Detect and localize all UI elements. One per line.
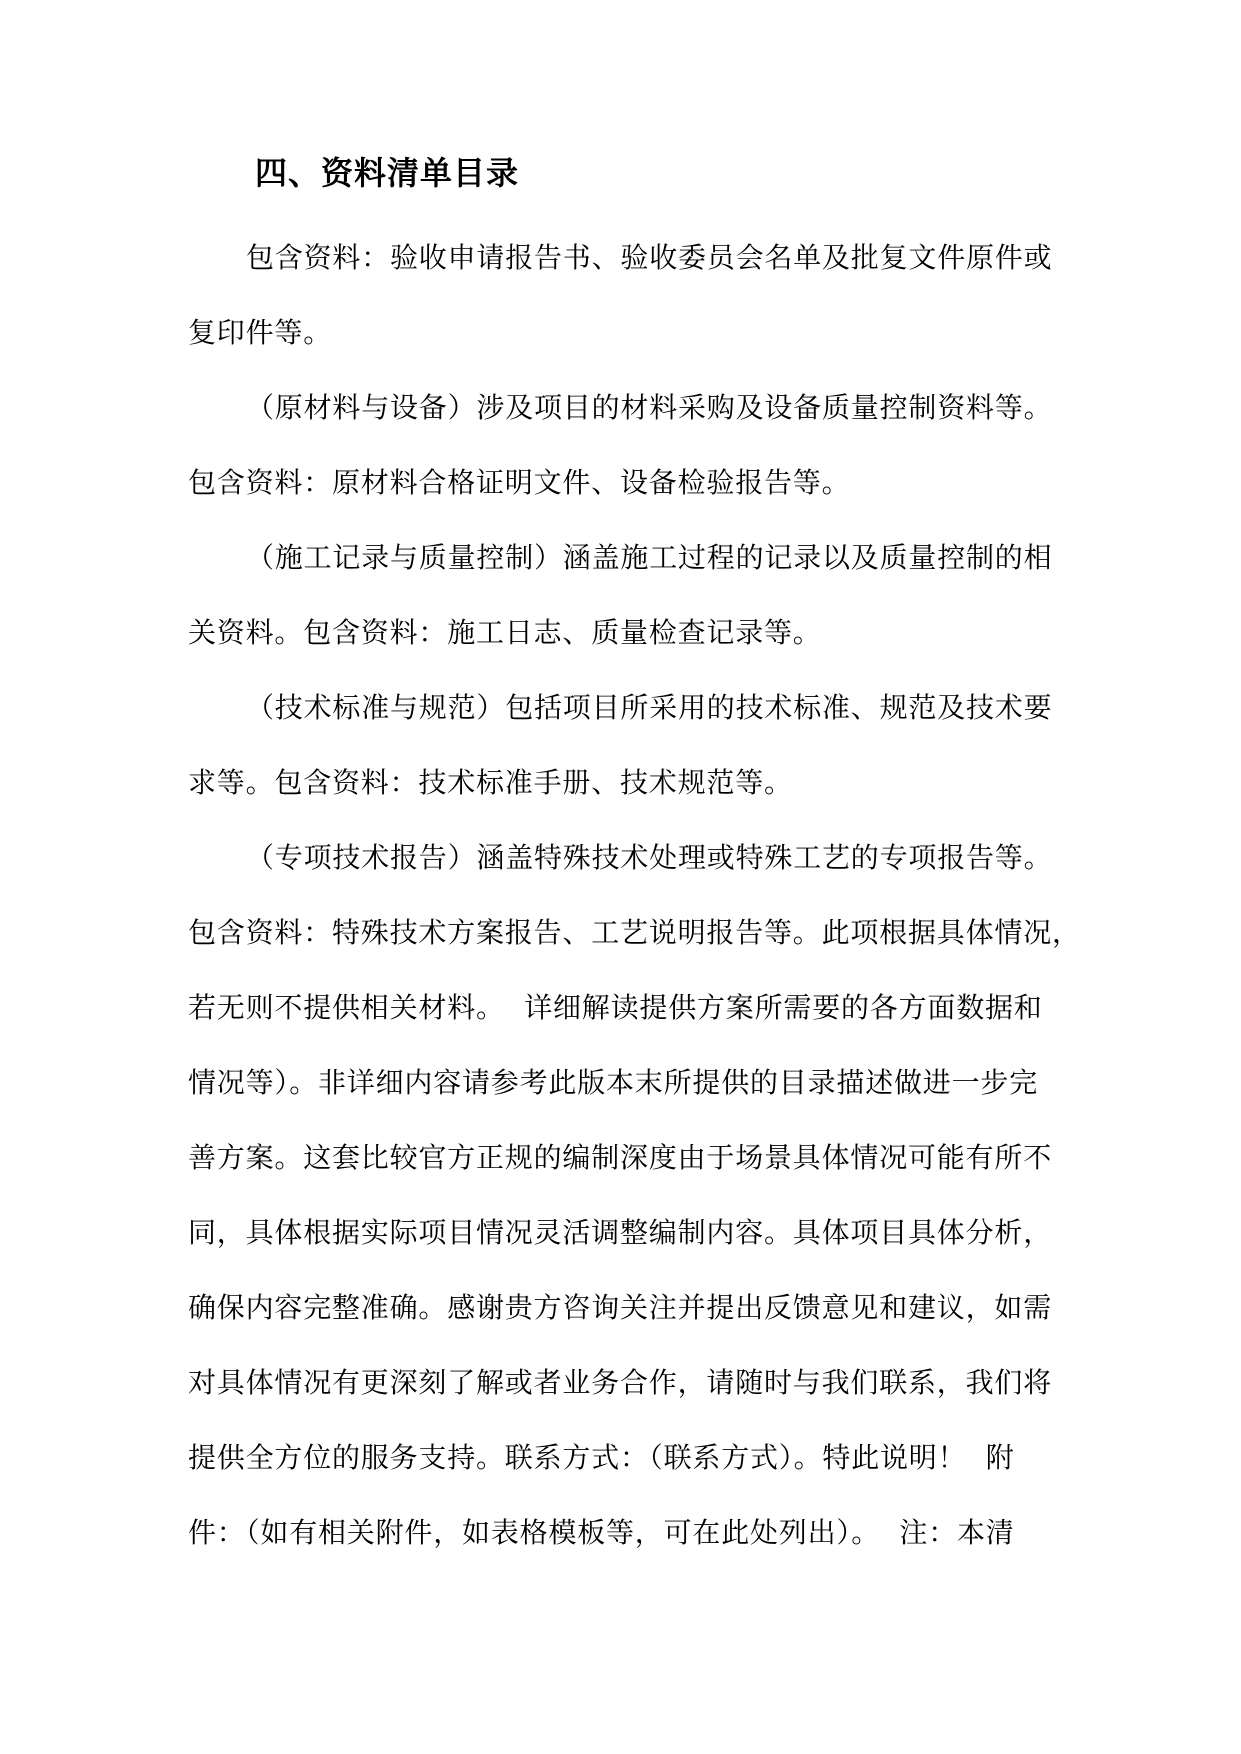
paragraph-line: 确保内容完整准确。感谢贵方咨询关注并提出反馈意见和建议，如需: [188, 1291, 1053, 1324]
paragraph-line: 情况等）。非详细内容请参考此版本末所提供的目录描述做进一步完: [188, 1066, 1039, 1099]
paragraph-line: 包含资料：特殊技术方案报告、工艺说明报告等。此项根据具体情况，: [188, 916, 1081, 949]
paragraph-line: （技术标准与规范）包括项目所采用的技术标准、规范及技术要: [246, 691, 1053, 724]
paragraph-line: 对具体情况有更深刻了解或者业务合作，请随时与我们联系，我们将: [188, 1366, 1053, 1399]
paragraph-line: 包含资料：原材料合格证明文件、设备检验报告等。: [188, 466, 851, 499]
paragraph-line: （原材料与设备）涉及项目的材料采购及设备质量控制资料等。: [246, 391, 1053, 424]
paragraph-line: 包含资料：验收申请报告书、验收委员会名单及批复文件原件或: [246, 241, 1053, 274]
section-heading: 四、资料清单目录: [255, 154, 520, 192]
paragraph-line: （施工记录与质量控制）涵盖施工过程的记录以及质量控制的相: [246, 541, 1053, 574]
paragraph-line: 同，具体根据实际项目情况灵活调整编制内容。具体项目具体分析，: [188, 1216, 1053, 1249]
paragraph-line: 件：（如有相关附件，如表格模板等，可在此处列出）。 注：本清: [188, 1516, 1015, 1549]
paragraph-line: 复印件等。: [188, 316, 333, 349]
paragraph-line: 求等。包含资料：技术标准手册、技术规范等。: [188, 766, 793, 799]
paragraph-line: 关资料。包含资料：施工日志、质量检查记录等。: [188, 616, 822, 649]
paragraph-line: 若无则不提供相关材料。 详细解读提供方案所需要的各方面数据和: [188, 991, 1043, 1024]
paragraph-line: 提供全方位的服务支持。联系方式：（联系方式）。特此说明！ 附: [188, 1441, 1015, 1474]
paragraph-line: （专项技术报告）涵盖特殊技术处理或特殊工艺的专项报告等。: [246, 841, 1053, 874]
paragraph-line: 善方案。这套比较官方正规的编制深度由于场景具体情况可能有所不: [188, 1141, 1053, 1174]
body-text: [188, 230, 1081, 1580]
